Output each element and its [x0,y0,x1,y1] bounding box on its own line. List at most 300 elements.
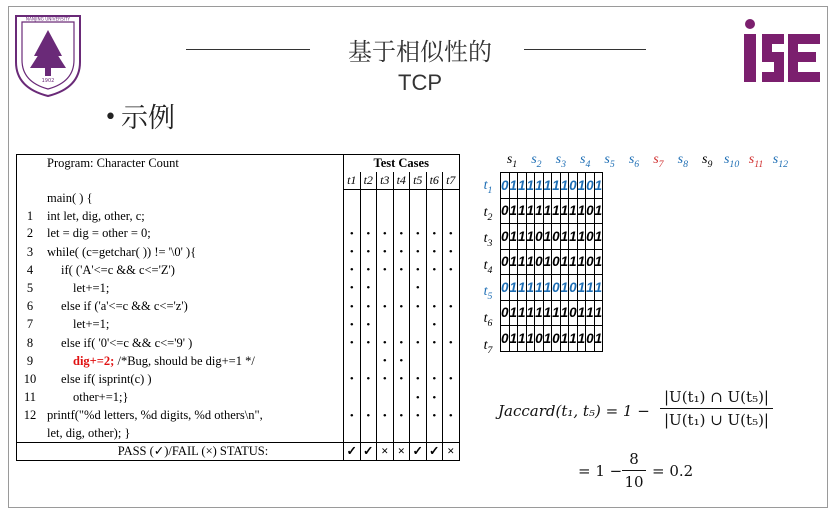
coverage-cell: • [393,261,410,279]
coverage-cell: • [360,225,377,243]
coverage-cell: • [377,225,394,243]
matrix-cell: 1 [526,275,535,301]
formula-numerator: |U(t₁) ∩ U(t₅)| [660,388,773,409]
coverage-cell [443,190,460,208]
matrix-cell: 0 [569,275,578,301]
bullet-example: • 示例 [104,103,175,134]
line-number: 9 [17,352,44,370]
coverage-cell: • [344,334,361,352]
matrix-cell: 0 [586,198,595,224]
test-name-t1: t1 [344,172,361,190]
formula-denominator: |U(t₁) ∪ U(t₅)| [664,411,769,429]
coverage-cell: • [377,243,394,261]
coverage-cell: • [426,389,443,407]
matrix-cell: 0 [501,249,510,275]
status-label: PASS (✓)/FAIL (×) STATUS: [43,443,344,461]
matrix-cell: 1 [569,224,578,250]
coverage-cell: • [443,243,460,261]
matrix-cell: 1 [535,275,544,301]
status-cell: ✓ [410,443,427,461]
matrix-cell: 1 [594,173,603,199]
coverage-cell: • [344,225,361,243]
matrix-cell: 1 [577,300,586,326]
matrix-col-label: $s_6$ [628,152,640,170]
matrix-cell: 1 [526,224,535,250]
coverage-cell: • [443,298,460,316]
coverage-cell [393,425,410,443]
coverage-cell: • [393,298,410,316]
matrix-cell: 1 [560,198,569,224]
coverage-cell: • [377,261,394,279]
coverage-cell [377,208,394,225]
matrix-cell: 1 [552,300,561,326]
coverage-cell [344,352,361,370]
table-row [17,370,460,388]
formula-lhs: Jaccard(t₁, t₅) = 1 − [498,402,650,420]
line-number: 5 [17,279,44,297]
code-text: else if( isprint(c) ) [61,371,152,386]
coverage-cell: • [443,407,460,425]
matrix-cell: 0 [501,224,510,250]
matrix-cell: 1 [560,224,569,250]
coverage-cell: • [360,334,377,352]
line-number: 11 [17,389,44,407]
matrix-col-label: $s_2$ [531,152,542,170]
svg-text:1902: 1902 [41,78,55,84]
code-text: /*Bug, should be dig+=1 */ [114,353,255,368]
matrix-cell: 1 [594,198,603,224]
matrix-col-label: $s_7$ [653,152,664,170]
matrix-cell: 1 [526,198,535,224]
matrix-cell: 1 [569,249,578,275]
test-name-t5: t5 [410,172,427,190]
coverage-cell: • [443,261,460,279]
matrix-cell: 1 [594,300,603,326]
line-number: 2 [17,225,44,243]
matrix-cell: 1 [526,300,535,326]
test-name-t3: t3 [377,172,394,190]
status-cell: × [443,443,460,461]
result-prefix: = 1 − [578,462,623,480]
table-row [17,334,460,352]
matrix-cell: 1 [518,326,527,352]
matrix-cell: 1 [535,198,544,224]
matrix-col-label: $s_{12}$ [772,152,789,170]
matrix-cell: 1 [543,300,552,326]
matrix-cell: 1 [577,275,586,301]
code-line [43,243,344,261]
coverage-cell: • [393,370,410,388]
coverage-cell: • [410,407,427,425]
matrix-row-label: $t_4$ [483,257,493,276]
matrix-cell: 1 [526,173,535,199]
coverage-cell [426,352,443,370]
table-row [17,425,460,443]
matrix-cell: 0 [501,275,510,301]
table-row [17,407,460,425]
matrix-cell: 1 [509,275,518,301]
code-line [43,334,344,352]
coverage-cell [426,208,443,225]
matrix-row [501,224,603,250]
matrix-col-label: $s_8$ [677,152,688,170]
coverage-cell [426,190,443,208]
matrix-cell: 1 [526,326,535,352]
coverage-cell: • [410,279,427,297]
coverage-cell: • [426,225,443,243]
line-number: 3 [17,243,44,261]
coverage-cell: • [443,225,460,243]
status-cell: × [393,443,410,461]
coverage-cell: • [344,261,361,279]
matrix-cell: 1 [535,173,544,199]
coverage-cell [426,279,443,297]
coverage-cell [344,208,361,225]
matrix-cell: 1 [535,300,544,326]
coverage-cell: • [344,298,361,316]
coverage-cell [360,389,377,407]
matrix-cell: 1 [543,275,552,301]
table-row [17,298,460,316]
matrix-cell: 0 [501,198,510,224]
coverage-cell: • [410,334,427,352]
code-text: let+=1; [73,280,110,295]
matrix-row [501,198,603,224]
matrix-cell: 0 [552,249,561,275]
code-line [43,190,344,208]
line-number: 1 [17,208,44,225]
matrix-cell: 0 [569,300,578,326]
matrix-row [501,326,603,352]
matrix-cell: 1 [518,300,527,326]
matrix-cell: 0 [586,249,595,275]
test-name-t6: t6 [426,172,443,190]
matrix-cell: 0 [586,173,595,199]
matrix-cell: 1 [560,326,569,352]
title-line-right [524,49,646,50]
coverage-cell: • [410,243,427,261]
coverage-cell: • [393,225,410,243]
matrix-cell: 0 [569,173,578,199]
coverage-cell [410,352,427,370]
matrix-cell: 1 [509,249,518,275]
coverage-cell: • [426,243,443,261]
code-line [43,208,344,225]
matrix-cell: 1 [594,326,603,352]
line-number [17,425,44,443]
matrix-cell: 1 [577,326,586,352]
matrix-row [501,249,603,275]
coverage-cell: • [360,370,377,388]
table-row [17,279,460,297]
result-numerator: 8 [622,450,646,471]
status-cell: × [377,443,394,461]
matrix-cell: 0 [535,249,544,275]
coverage-cell: • [426,370,443,388]
table-row [17,261,460,279]
code-text: else if ('a'<=c && c<='z') [61,299,188,314]
code-text: let+=1; [73,317,110,332]
coverage-cell [393,208,410,225]
status-cell: ✓ [360,443,377,461]
matrix-cell: 1 [543,326,552,352]
matrix-cell: 0 [586,326,595,352]
matrix-cell: 1 [560,275,569,301]
line-number [17,190,44,208]
coverage-cell: • [377,334,394,352]
matrix-grid [500,172,603,352]
program-coverage-table [16,154,460,461]
coverage-cell: • [426,298,443,316]
coverage-cell: • [426,334,443,352]
coverage-cell: • [360,243,377,261]
coverage-cell: • [377,407,394,425]
coverage-cell: • [426,316,443,334]
coverage-cell: • [410,225,427,243]
matrix-cell: 1 [577,173,586,199]
svg-text:NANJING UNIVERSITY: NANJING UNIVERSITY [25,16,71,22]
matrix-cell: 1 [594,249,603,275]
matrix-row [501,300,603,326]
coverage-cell [377,190,394,208]
line-number: 7 [17,316,44,334]
matrix-cell: 1 [586,275,595,301]
coverage-cell: • [393,334,410,352]
coverage-cell: • [344,279,361,297]
matrix-cell: 1 [569,198,578,224]
table-row [17,225,460,243]
test-name-t7: t7 [443,172,460,190]
table-row [17,352,460,370]
coverage-cell: • [410,261,427,279]
code-text: printf("%d letters, %d digits, %d others\n", [47,408,263,423]
coverage-cell [443,208,460,225]
matrix-cell: 1 [518,224,527,250]
matrix-cell: 0 [586,224,595,250]
coverage-cell: • [377,298,394,316]
coverage-cell [344,425,361,443]
code-line [43,389,344,407]
code-line [43,316,344,334]
matrix-cell: 1 [594,224,603,250]
matrix-cell: 0 [552,224,561,250]
coverage-cell [410,316,427,334]
coverage-cell: • [360,407,377,425]
result-value: = 0.2 [652,462,694,480]
ise-logo [740,16,824,88]
test-name-t2: t2 [360,172,377,190]
bug-code: dig+=2; [73,353,115,368]
line-number: 12 [17,407,44,425]
coverage-cell [410,190,427,208]
matrix-cell: 0 [535,326,544,352]
table-row [17,243,460,261]
coverage-cell [443,352,460,370]
coverage-cell: • [344,370,361,388]
code-text: main( ) { [47,191,93,206]
matrix-row [501,275,603,301]
line-number: 8 [17,334,44,352]
test-name-t4: t4 [393,172,410,190]
code-line [43,225,344,243]
matrix-cell: 1 [543,173,552,199]
coverage-cell [393,190,410,208]
coverage-cell [377,425,394,443]
matrix-cell: 1 [509,326,518,352]
code-text: if( ('A'<=c && c<='Z') [61,262,175,277]
result-denominator: 10 [624,473,644,491]
code-line [43,261,344,279]
matrix-col-label: $s_3$ [555,152,566,170]
coverage-cell [360,352,377,370]
table-row [17,208,460,225]
matrix-row-label: $t_1$ [483,178,493,196]
code-line [43,352,344,370]
code-line [43,279,344,297]
coverage-cell: • [410,389,427,407]
code-line [43,298,344,316]
coverage-cell: • [393,407,410,425]
coverage-cell: • [443,334,460,352]
line-number: 6 [17,298,44,316]
matrix-cell: 0 [501,300,510,326]
matrix-cell: 1 [552,198,561,224]
coverage-cell [377,389,394,407]
coverage-cell [393,316,410,334]
coverage-cell [360,425,377,443]
coverage-cell [360,208,377,225]
coverage-cell: • [410,298,427,316]
coverage-cell: • [360,298,377,316]
coverage-cell: • [393,352,410,370]
coverage-cell [443,389,460,407]
matrix-col-label: $s_{10}$ [723,152,740,170]
code-text: while( (c=getchar( )) != '\0' ){ [47,244,197,259]
coverage-cell [360,190,377,208]
table-row [17,389,460,407]
slide-title: 基于相似性的 [348,38,492,66]
matrix-cell: 1 [560,173,569,199]
matrix-cell: 1 [526,249,535,275]
matrix-cell: 1 [586,300,595,326]
matrix-cell: 1 [560,249,569,275]
matrix-cell: 1 [543,249,552,275]
bullet-text: 示例 [120,103,175,134]
coverage-cell: • [393,243,410,261]
line-number: 10 [17,370,44,388]
code-text: let, dig, other); } [47,426,131,441]
coverage-cell: • [426,407,443,425]
code-line [43,370,344,388]
coverage-cell: • [360,261,377,279]
matrix-cell: 1 [509,173,518,199]
coverage-cell [393,389,410,407]
matrix-row-label: $t_5$ [483,284,493,303]
coverage-cell [344,190,361,208]
table-row [17,316,460,334]
coverage-cell [426,425,443,443]
matrix-cell: 1 [543,198,552,224]
matrix-cell: 1 [569,326,578,352]
coverage-cell [393,279,410,297]
coverage-cell [410,425,427,443]
slide-subtitle: TCP [398,70,442,95]
matrix-row-label: $t_7$ [483,337,493,356]
matrix-cell: 1 [594,275,603,301]
line-number: 4 [17,261,44,279]
matrix-cell: 0 [535,224,544,250]
matrix-cell: 1 [552,173,561,199]
formula-fraction [660,388,773,429]
matrix-cell: 0 [552,275,561,301]
matrix-row-label: $t_2$ [483,204,493,223]
title-line-left [186,49,310,50]
matrix-cell: 1 [509,224,518,250]
matrix-cell: 0 [501,173,510,199]
code-text: let = dig = other = 0; [47,226,151,241]
matrix-col-label: $s_{11}$ [748,152,764,170]
matrix-col-label: $s_9$ [702,152,713,170]
code-line [43,425,344,443]
code-text: other+=1;} [73,390,129,405]
coverage-cell [410,208,427,225]
matrix-cell: 1 [518,173,527,199]
matrix-cell: 1 [577,249,586,275]
matrix-cell: 0 [552,326,561,352]
status-cell: ✓ [344,443,361,461]
matrix-cell: 1 [518,249,527,275]
coverage-cell: • [443,370,460,388]
matrix-row-label: $t_6$ [483,311,493,329]
coverage-cell [344,389,361,407]
matrix-cell: 1 [509,300,518,326]
matrix-col-label: $s_1$ [506,152,518,170]
matrix-cell: 1 [577,198,586,224]
coverage-cell: • [410,370,427,388]
coverage-cell [443,316,460,334]
coverage-cell: • [344,316,361,334]
matrix-cell: 1 [560,300,569,326]
coverage-cell [377,279,394,297]
matrix-col-label: $s_5$ [604,152,615,170]
coverage-cell: • [344,243,361,261]
coverage-cell: • [426,261,443,279]
matrix-cell: 1 [577,224,586,250]
matrix-cell: 1 [543,224,552,250]
coverage-cell [443,279,460,297]
code-line [43,407,344,425]
coverage-cell: • [360,279,377,297]
matrix-cell: 1 [518,275,527,301]
table-row [17,190,460,208]
matrix-cell: 1 [518,198,527,224]
test-cases-header: Test Cases [344,155,460,173]
coverage-cell: • [344,407,361,425]
code-text: else if( '0'<=c && c<='9' ) [61,335,193,350]
status-cell: ✓ [426,443,443,461]
code-text: int let, dig, other, c; [47,208,145,223]
matrix-col-label: $s_4$ [580,152,591,170]
coverage-cell: • [360,316,377,334]
matrix-row [501,173,603,199]
result-fraction [622,450,646,491]
matrix-cell: 1 [509,198,518,224]
matrix-row-label: $t_3$ [483,231,493,249]
matrix-cell: 0 [501,326,510,352]
program-header: Program: Character Count [43,155,344,173]
coverage-cell: • [377,370,394,388]
nanjing-university-logo [12,12,84,98]
